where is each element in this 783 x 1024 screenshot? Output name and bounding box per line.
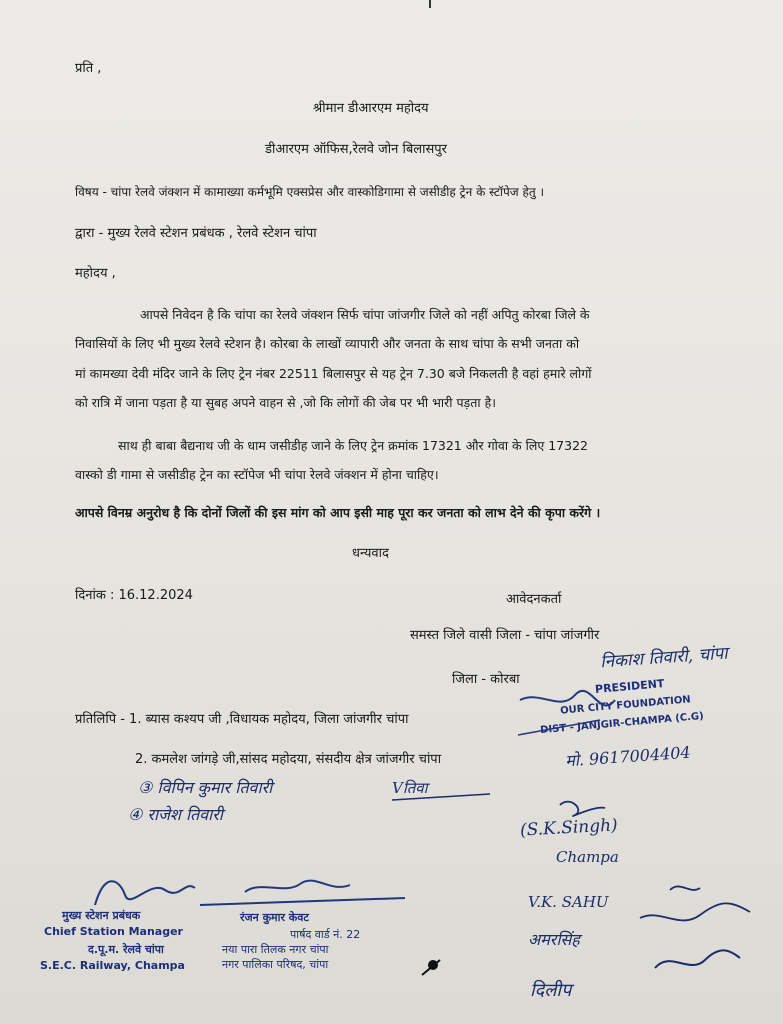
applicant-line-2: जिला - कोरबा (452, 672, 520, 687)
paragraph-1-line-2: निवासियों के लिए भी मुख्य रेलवे स्टेशन है। कोरबा के लाखों व्यापारी और जनता के साथ चांपा के सभी जनता को (75, 336, 580, 351)
handwritten-dilip: दिलीप (530, 980, 572, 1001)
stamp-ward-number: पार्षद वार्ड नं. 22 (290, 928, 361, 941)
handwritten-champa: Champa (556, 848, 619, 866)
stamp-ward-divider (200, 898, 405, 905)
stamp-csm-railway-hindi: द.पू.म. रेलवे चांपा (88, 943, 164, 956)
paragraph-2-line-1: साथ ही बाबा बैद्यनाथ जी के धाम जसीडीह जाने के लिए ट्रेन क्रमांक 17321 और गोवा के लिए 17322 (118, 438, 588, 453)
letter-request: आपसे विनम्र अनुरोध है कि दोनों जिलों की इस मांग को आप इसी माह पूरा कर जनता को लाभ देने की कृपा करेंगे । (75, 505, 601, 520)
stamp-organisation: OUR CITY FOUNDATION (559, 694, 692, 717)
signature-scribble-csm (95, 881, 195, 905)
letter-thanks: धन्यवाद (352, 546, 389, 561)
handwritten-name-3: ③ विपिन कुमार तिवारी (138, 778, 273, 797)
stamp-csm-railway: S.E.C. Railway, Champa (40, 959, 185, 972)
signature-scribble-ward (245, 881, 350, 892)
paragraph-1-line-3: मां कामख्या देवी मंदिर जाने के लिए ट्रेन नंबर 22511 बिलासपुर से यह ट्रेन 7.30 बजे निकलती है वहां हमारे लोगों (75, 366, 592, 381)
handwritten-vk-sahu: V.K. SAHU (528, 893, 609, 911)
copy-line-1: प्रतिलिपि - 1. ब्यास कश्यप जी ,विधायक महोदय, जिला जांजगीर चांपा (75, 712, 409, 727)
handwritten-name-1: निकाश तिवारी, चांपा (599, 643, 729, 673)
stamp-district: DIST - JANJGIR-CHAMPA (C.G) (539, 710, 705, 737)
handwritten-sk-singh: (S.K.Singh) (519, 815, 619, 841)
handwritten-name-4: ④ राजेश तिवारी (128, 805, 223, 824)
letter-date: दिनांक : 16.12.2024 (75, 588, 193, 603)
signature-scribble-sk (560, 802, 605, 816)
applicant-line-1: समस्त जिले वासी जिला - चांपा जांजगीर (410, 628, 600, 643)
letter-salutation: महोदय , (75, 266, 116, 281)
letter-office: डीआरएम ऑफिस,रेलवे जोन बिलासपुर (265, 142, 447, 157)
letter-to: प्रति , (75, 61, 102, 76)
handwritten-signature-v: Vतिवा (392, 779, 428, 797)
signature-scribble-president (520, 691, 615, 706)
letter-addressee: श्रीमान डीआरएम महोदय (313, 101, 429, 116)
paragraph-1-line-4: को रात्रि में जाना पड़ता है या सुबह अपने वाहन से ,जो कि लोगों की जेब पर भी भारी पड़ता है। (75, 395, 496, 410)
signature-underline-president (518, 720, 600, 735)
stamp-ward-council: नगर पालिका परिषद, चांपा (222, 958, 329, 971)
applicant-label: आवेदनकर्ता (506, 592, 562, 607)
stamp-ward-name: रंजन कुमार केवट (240, 911, 309, 924)
letter-subject: विषय - चांपा रेलवे जंक्शन में कामाख्या कर्मभूमि एक्सप्रेस और वास्कोडिगामा से जसीडीह ट्रेन के स्टॉपेज हेतु । (75, 185, 545, 199)
stamp-csm-hindi: मुख्य स्टेशन प्रबंधक (62, 909, 141, 922)
paragraph-1-line-1: आपसे निवेदन है कि चांपा का रेलवे जंक्शन सिर्फ चांपा जांजगीर जिले को नहीं अपितु कोरबा जिले के (140, 307, 590, 322)
signature-v-underline (392, 794, 490, 800)
signature-scribble-amar (640, 903, 750, 920)
handwritten-amarsingh: अमरसिंह (528, 930, 580, 949)
stamp-csm-english: Chief Station Manager (44, 925, 183, 938)
copy-line-2: 2. कमलेश जांगड़े जी,सांसद महोदया, संसदीय क्षेत्र जांजगीर चांपा (135, 752, 442, 767)
letter-through: द्वारा - मुख्य रेलवे स्टेशन प्रबंधक , रेलवे स्टेशन चांपा (75, 226, 317, 241)
stamp-ward-address: नया पारा तिलक नगर चांपा (222, 943, 329, 956)
handwritten-mobile: मो. 9617004404 (564, 742, 692, 771)
signature-scribble-dilip (655, 950, 740, 968)
stamp-president: PRESIDENT (594, 676, 665, 697)
paragraph-2-line-2: वास्को डी गामा से जसीडीह ट्रेन का स्टॉपेज भी चांपा रेलवे जंक्शन में होना चाहिए। (75, 467, 439, 482)
signature-scribble-sahu (670, 886, 700, 890)
